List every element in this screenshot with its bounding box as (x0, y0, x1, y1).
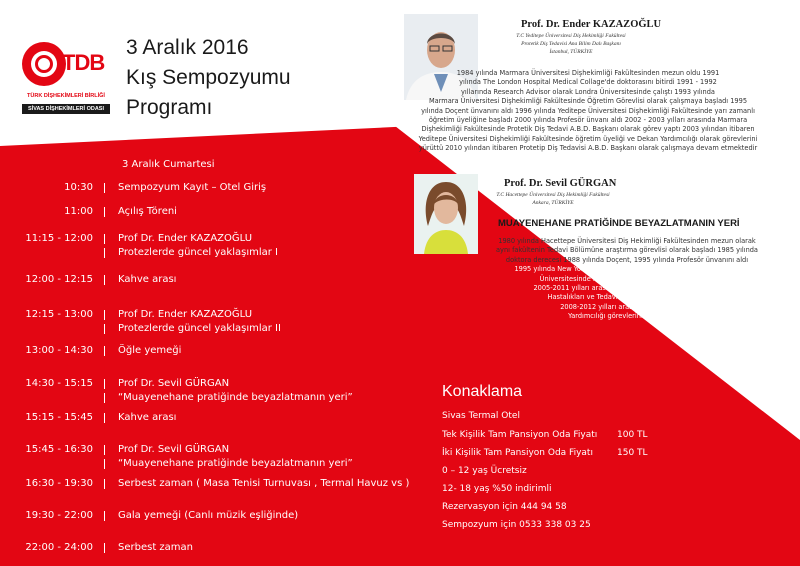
speaker2-bio-line: 2008-2012 yılları arasında İse HÜ Rektör (560, 302, 694, 311)
schedule-time: 16:30 - 19:30 (25, 478, 93, 489)
accommodation-line-4: Sempozyum için 0533 338 03 25 (442, 520, 591, 530)
speaker2-name: Prof. Dr. Sevil GÜRGAN (504, 178, 617, 189)
speaker2-affiliation-2: Ankara, TÜRKİYE (532, 200, 574, 206)
title-line-1: 3 Aralık 2016 (126, 36, 249, 59)
accommodation-line-2: 12- 18 yaş %50 indirimli (442, 484, 552, 494)
speaker2-bio-line: Hastalıkları ve Tedavisi Anabilim Dalı Başkanlığı, (547, 293, 707, 302)
speaker1-bio-line: Dişhekimliği Fakültesinde Protetik Diş Tedavi A.B.D. Başkanı olarak görev yaptı 2003 yılından itibaren (421, 125, 755, 134)
schedule-separator (103, 444, 107, 456)
speaker2-bio-line: 1980 yılında Hacettepe Üniversitesi Diş Hekimliği Fakültesinden mezun olarak (498, 237, 756, 245)
speaker1-bio-line: Marmara Üniversitesi Dişhekimliği Fakültesinde Öğretim Görevlisi olarak çalışmaya başladı 1995 (428, 97, 748, 106)
accommodation-line-3: Rezervasyon için 444 94 58 (442, 502, 567, 512)
speaker2-bio-line: doktora derecesi 1988 yılında Doçent, 1995 yılında Profesör ünvanını aldı (505, 255, 749, 264)
speaker2-talk-title: MUAYENEHANE PRATİĞİNDE BEYAZLATMANIN YERİ (498, 218, 740, 229)
accommodation-line-1: 0 – 12 yaş Ücretsiz (442, 466, 527, 476)
schedule-separator (103, 345, 107, 357)
room-single-price: 100 TL (617, 430, 648, 440)
schedule-time: 14:30 - 15:15 (25, 378, 93, 389)
schedule-separator (103, 233, 107, 245)
speaker1-bio-line: yıllarında Research Advisor olarak Londra Üniversitesinde çalıştı 1993 yılında (461, 87, 715, 96)
schedule-description: Gala yemeği (Canlı müzik eşliğinde) (118, 510, 299, 521)
organization-chamber: SİVAS DİŞHEKİMLERİ ODASI (22, 104, 110, 114)
schedule-separator (103, 478, 107, 490)
organization-name: TÜRK DİŞHEKİMLERİ BİRLİĞİ (27, 93, 105, 99)
speaker2-bio-line: Yardımcılığı görevlerini yürütmüştür (568, 312, 686, 321)
schedule-description: Prof Dr. Sevil GÜRGAN (118, 378, 230, 389)
schedule-separator (103, 309, 107, 321)
speaker1-bio-line: yürüttü 2010 yılından itibaren Protetip Diş Tedavisi A.B.D. Başkanı olarak çalışmaya devam etmektedir (418, 144, 758, 153)
schedule-description: Öğle yemeği (118, 345, 182, 356)
schedule-separator (103, 182, 107, 194)
schedule-time: 11:00 (64, 206, 93, 217)
schedule-separator (103, 542, 107, 554)
speaker1-bio (387, 69, 789, 154)
speaker2-affiliation-1: T.C Hacettepe Üniversitesi Diş Hekimliği Fakültesi (496, 192, 610, 198)
schedule-description: “Muayenehane pratiğinde beyazlatmanın yeri” (118, 458, 353, 469)
schedule-time: 13:00 - 14:30 (25, 345, 93, 356)
schedule-separator (103, 412, 107, 424)
speaker2-bio-line: aynı fakültenin Tedavi Bölümüne araştırma görevlisi olarak başladı 1985 yılında (496, 246, 758, 255)
schedule-separator (103, 392, 107, 404)
schedule-time: 19:30 - 22:00 (25, 510, 93, 521)
logo-text: TDB (62, 50, 105, 75)
logo-knot-icon (35, 55, 53, 73)
schedule-description: Serbest zaman ( Masa Tenisi Turnuvası , Termal Havuz vs ) (118, 478, 410, 489)
schedule-separator (103, 323, 107, 335)
schedule-time: 12:00 - 12:15 (25, 274, 93, 285)
schedule-day: 3 Aralık Cumartesi (122, 159, 215, 170)
schedule-description: Kahve arası (118, 274, 177, 285)
speaker1-affiliation-2: Protetik Diş Tedavisi Ana Bilim Dalı Başkanı (521, 41, 621, 47)
speaker1-bio-line: 1984 yılında Marmara Üniversitesi Dişhekimliği Fakültesinden mezun oldu 1991 (456, 69, 720, 77)
accommodation-hotel: Sivas Termal Otel (442, 411, 520, 421)
organization-logo (22, 42, 110, 132)
schedule-time: 12:15 - 13:00 (25, 309, 93, 320)
schedule-description: “Muayenehane pratiğinde beyazlatmanın yeri” (118, 392, 353, 403)
title-line-2: Kış Sempozyumu (126, 66, 291, 89)
schedule-time: 22:00 - 24:00 (25, 542, 93, 553)
schedule-time: 15:45 - 16:30 (25, 444, 93, 455)
schedule-description: Serbest zaman (118, 542, 194, 553)
schedule-description: Protezlerde güncel yaklaşımlar II (118, 323, 281, 334)
schedule-separator (103, 274, 107, 286)
speaker1-bio-line: yılında The London Hospital Medical Collage'de doktorasını bitirdi 1991 - 1992 (459, 78, 717, 87)
room-double-price: 150 TL (617, 448, 648, 458)
speaker1-name: Prof. Dr. Ender KAZAZOĞLU (521, 19, 662, 30)
title-line-3: Programı (126, 96, 213, 119)
speaker1-affiliation-1: T.C Yeditepe Üniversitesi Diş Hekimliği Fakültesi (516, 33, 626, 39)
schedule-description: Kahve arası (118, 412, 177, 423)
schedule-separator (103, 510, 107, 522)
schedule-time: 11:15 - 12:00 (25, 233, 93, 244)
schedule-description: Protezlerde güncel yaklaşımlar I (118, 247, 278, 258)
speaker1-bio-line: öğretim üyeliğine başladı 2000 yılında Profesör ünvanı aldı 2002 - 2003 yılları arasında Marmara (428, 115, 748, 124)
room-single-label: Tek Kişilik Tam Pansiyon Oda Fiyatı (442, 430, 598, 440)
schedule-description: Prof Dr. Sevil GÜRGAN (118, 444, 230, 455)
schedule-description: Sempozyum Kayıt – Otel Giriş (118, 182, 267, 193)
speaker2-bio-line: 1995 yılında New York Üniversitesinde, 2005 yılında İse Boston/Tufts (514, 265, 740, 274)
speaker2-bio-line: 2005-2011 yılları arasında HÜ Diş Hekimliği Fakültesi Diş (533, 283, 721, 292)
speaker1-bio-line: yılında Doçent ünvanını aldı 1996 yılında Yeditepe Üniversitesi Dişhekimliği Fakültesinde yarı zamanlı (421, 106, 755, 115)
room-double-label: İki Kişilik Tam Pansiyon Oda Fiyatı (442, 448, 593, 458)
schedule-separator (103, 206, 107, 218)
speaker1-bio-line: Yeditepe Üniversitesi Dişhekimliği Fakültesinde öğretim üyeliği ve Dekan Yardımcılığı olarak görevlerini (418, 134, 758, 143)
schedule-separator (103, 247, 107, 259)
schedule-description: Açılış Töreni (118, 206, 177, 217)
speaker2-bio-line: Üniversitesinde misafir öğretim üyesi olarak bulundu (539, 274, 715, 283)
schedule-separator (103, 458, 107, 470)
schedule-separator (103, 378, 107, 390)
schedule-time: 15:15 - 15:45 (25, 412, 93, 423)
schedule-description: Prof Dr. Ender KAZAZOĞLU (118, 309, 253, 320)
schedule-time: 10:30 (64, 182, 93, 193)
speaker2-bio (462, 237, 792, 322)
schedule-description: Prof Dr. Ender KAZAZOĞLU (118, 233, 253, 244)
speaker1-affiliation-3: İstanbul, TÜRKİYE (549, 49, 593, 55)
accommodation-title: Konaklama (442, 383, 523, 400)
